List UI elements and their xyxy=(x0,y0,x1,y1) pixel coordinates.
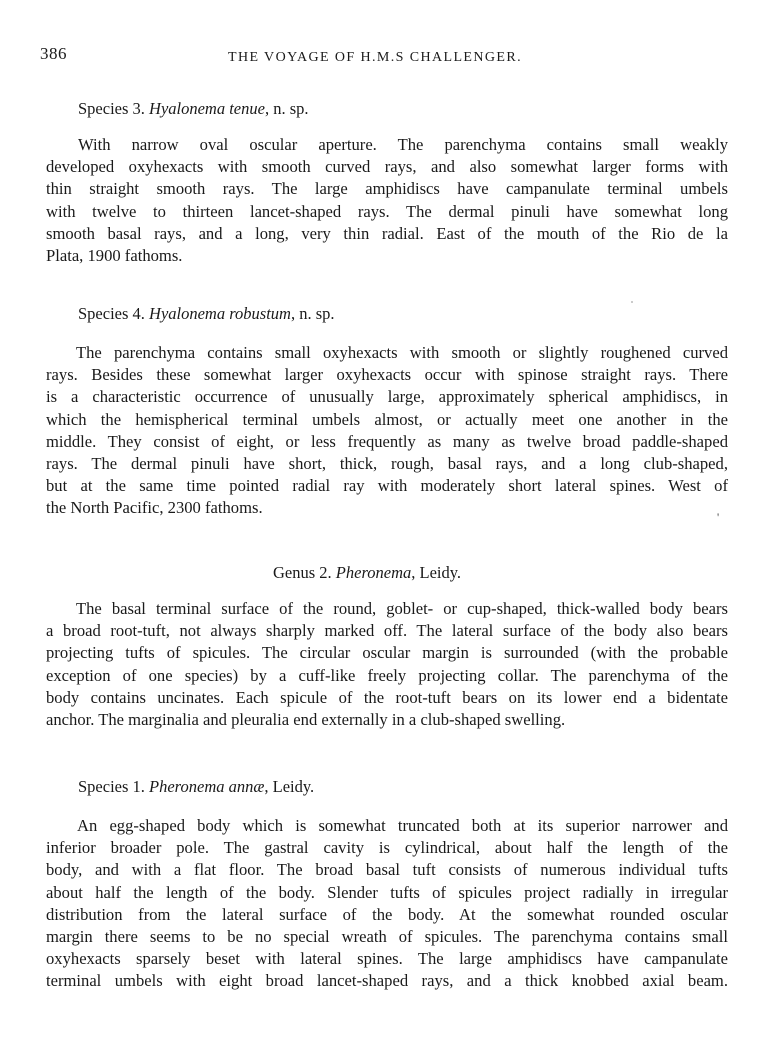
paragraph-line: which the hemispherical terminal umbels almost, or actually meet one another in the xyxy=(46,409,728,429)
species4-heading xyxy=(78,304,335,324)
species4-heading-name: Hyalonema robustum xyxy=(149,304,291,323)
speck-mark xyxy=(631,301,633,303)
paragraph-line: terminal umbels with eight broad lancet-shaped rays, and a thick knobbed axial beam. xyxy=(46,971,728,991)
paragraph-line: developed oxyhexacts with smooth curved rays, and also somewhat larger forms with xyxy=(46,157,728,177)
paragraph-line: body, and with a flat floor. The broad basal tuft consists of numerous individual tufts xyxy=(46,860,728,880)
genus2-heading xyxy=(273,563,461,583)
genus2-paragraph xyxy=(46,598,728,731)
paragraph-line: projecting tufts of spicules. The circular oscular margin is surrounded (with the probable xyxy=(46,643,728,663)
paragraph-line: The parenchyma contains small oxyhexacts with smooth or slightly roughened curved xyxy=(76,343,728,362)
paragraph-line: rays. Besides these somewhat larger oxyhexacts occur with spinose straight rays. There xyxy=(46,365,728,385)
paragraph-line: With narrow oval oscular aperture. The parenchyma contains small weakly xyxy=(78,135,728,154)
paragraph-line: The basal terminal surface of the round, goblet- or cup-shaped, thick-walled body bears xyxy=(76,599,728,618)
species4-paragraph xyxy=(46,342,728,520)
species1-heading xyxy=(78,777,314,797)
genus2-heading-suffix: , Leidy. xyxy=(411,563,462,582)
paragraph-line: An egg-shaped body which is somewhat truncated both at its superior narrower and xyxy=(77,816,728,835)
species1-heading-name: Pheronema annæ xyxy=(149,777,265,796)
paragraph-line: middle. They consist of eight, or less frequently as many as twelve broad paddle-shaped xyxy=(46,431,728,451)
running-title: THE VOYAGE OF H.M.S CHALLENGER. xyxy=(228,50,522,65)
species1-heading-suffix: , Leidy. xyxy=(264,777,315,796)
margin-tick-mark: ' xyxy=(717,510,720,524)
species3-heading-name: Hyalonema tenue xyxy=(149,99,265,118)
paragraph-line: thin straight smooth rays. The large amphidiscs have campanulate terminal umbels xyxy=(46,179,728,199)
paragraph-line: inferior broader pole. The gastral cavity is cylindrical, about half the length of the xyxy=(46,838,728,858)
genus2-heading-name: Pheronema xyxy=(335,563,412,582)
species4-heading-suffix: , n. sp. xyxy=(290,304,335,323)
species4-heading-prefix: Species 4. xyxy=(78,304,145,323)
paragraph-line: smooth basal rays, and a long, very thin radial. East of the mouth of the Rio de la xyxy=(46,223,728,243)
paragraph-line: Plata, 1900 fathoms. xyxy=(46,246,183,266)
paragraph-line: with twelve to thirteen lancet-shaped rays. The dermal pinuli have somewhat long xyxy=(46,201,728,221)
genus2-heading-prefix: Genus 2. xyxy=(273,563,332,582)
species3-heading xyxy=(78,99,309,119)
paragraph-line: about half the length of the body. Slender tufts of spicules project radially in irregular xyxy=(46,882,728,902)
species1-heading-prefix: Species 1. xyxy=(78,777,145,796)
paragraph-line: but at the same time pointed radial ray with moderately short lateral spines. West of xyxy=(46,476,728,496)
paragraph-line: a broad root-tuft, not always sharply marked off. The lateral surface of the body also bears xyxy=(46,621,728,641)
species1-paragraph xyxy=(46,815,728,993)
paragraph-line: distribution from the lateral surface of the body. At the somewhat rounded oscular xyxy=(46,904,728,924)
paragraph-line: is a characteristic occurrence of unusually large, approximately spherical amphidiscs, in xyxy=(46,387,728,407)
paragraph-line: oxyhexacts sparsely beset with lateral spines. The large amphidiscs have campanulate xyxy=(46,949,728,969)
paragraph-line: the North Pacific, 2300 fathoms. xyxy=(46,498,263,518)
species3-heading-prefix: Species 3. xyxy=(78,99,145,118)
paragraph-line: anchor. The marginalia and pleuralia end externally in a club-shaped swelling. xyxy=(46,710,566,730)
species3-heading-suffix: , n. sp. xyxy=(264,99,309,118)
paragraph-line: margin there seems to be no special wreath of spicules. The parenchyma contains small xyxy=(46,927,728,947)
species3-paragraph xyxy=(46,134,728,267)
page-number: 386 xyxy=(40,44,67,63)
paragraph-line: exception of one species) by a cuff-like freely projecting collar. The parenchyma of the xyxy=(46,665,728,685)
paragraph-line: rays. The dermal pinuli have short, thick, rough, basal rays, and a long club-shaped, xyxy=(46,454,728,474)
paragraph-line: body contains uncinates. Each spicule of the root-tuft bears on its lower end a bidentate xyxy=(46,687,728,707)
